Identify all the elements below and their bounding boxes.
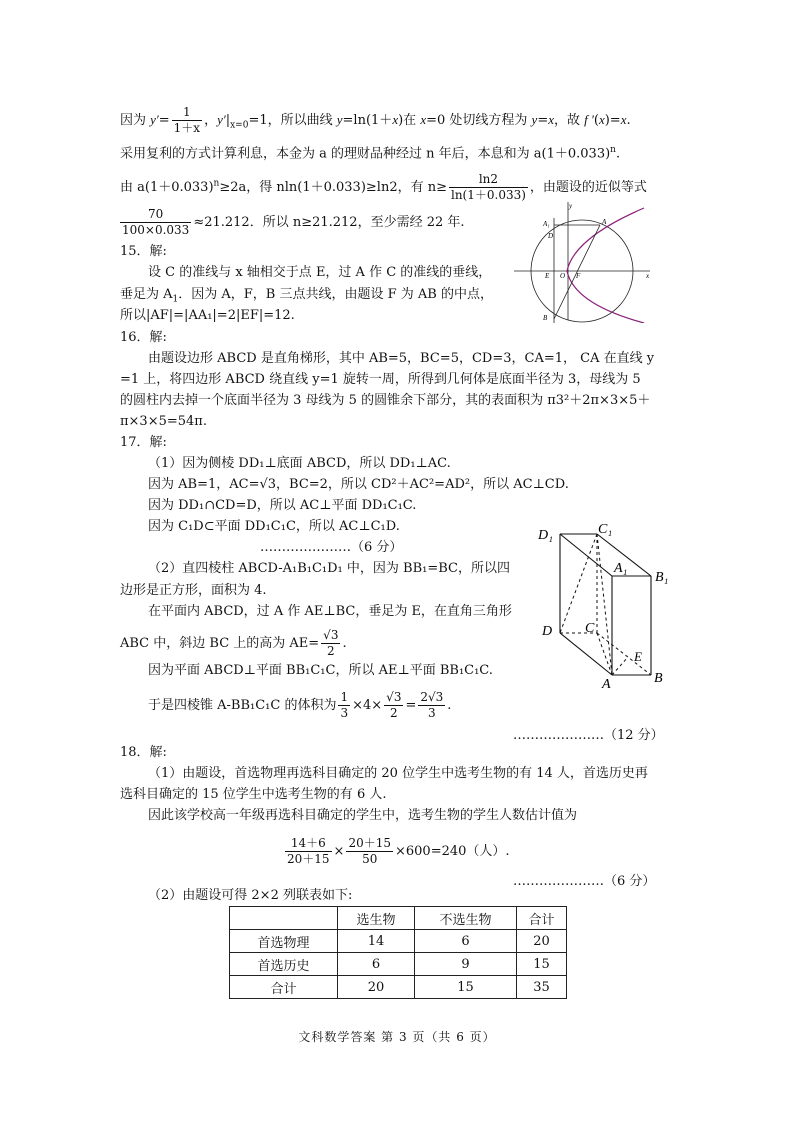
label-b: B bbox=[543, 314, 548, 322]
table-cell: 20 bbox=[517, 930, 567, 953]
label-b1: B₁ bbox=[655, 570, 669, 585]
p15-line1: 设 C 的准线与 x 轴相交于点 E，过 A 作 C 的准线的垂线， bbox=[148, 265, 492, 280]
table-header-cell: 合计 bbox=[517, 907, 567, 930]
p18-line4: （2）由题设可得 2×2 列联表如下: bbox=[148, 888, 353, 903]
p18-estimate-formula: $\frac{14+6}{20+15}$ × $\frac{20+15}{50}$ ×600=240（人）. bbox=[287, 836, 510, 866]
p18-line2: 选科目确定的 15 位学生中选考生物的有 6 人. bbox=[120, 787, 387, 802]
p16-line1: 由题设边形 ABCD 是直角梯形，其中 AB=5，BC=5，CD=3，CA=1， CA 在直线 y bbox=[148, 351, 655, 366]
p17-line6: 边形是正方形，面积为 4. bbox=[120, 583, 267, 598]
table-cell: 20 bbox=[338, 976, 415, 999]
prism-figure bbox=[530, 520, 680, 692]
p17-heading: 17．解: bbox=[120, 435, 167, 450]
table-row bbox=[230, 930, 567, 953]
label-a1: A₁ bbox=[614, 561, 628, 576]
label-e: E bbox=[545, 272, 550, 280]
table-cell: 合计 bbox=[230, 976, 338, 999]
table-cell: 首选物理 bbox=[230, 930, 338, 953]
label-c1: C₁ bbox=[598, 522, 613, 537]
p15-line2: 垂足为 $A_1$．因为 A，F，B 三点共线，由题设 F 为 AB 的中点， bbox=[120, 287, 493, 305]
label-e: E bbox=[634, 649, 642, 664]
p16-line3: 的圆柱内去掉一个底面半径为 3 母线为 5 的圆锥余下部分，其的表面积为 π3²＋2π×3×5＋ bbox=[120, 393, 651, 408]
p17-score2: …………………（12 分） bbox=[513, 728, 664, 743]
label-c: C bbox=[585, 621, 595, 636]
table-cell: 首选历史 bbox=[230, 953, 338, 976]
table-cell: 9 bbox=[415, 953, 517, 976]
label-y: y bbox=[569, 202, 573, 210]
table-row bbox=[230, 976, 567, 999]
p17-line7: 在平面内 ABCD，过 A 作 AE⊥BC，垂足为 E，在直角三角形 bbox=[148, 604, 512, 619]
p17-line10: 于是四棱锥 A-BB₁C₁C 的体积为 $\frac{1}{3}$ ×4× $\frac{√3}{2}$ = $\frac{2√3}{3}$ . bbox=[148, 690, 452, 720]
label-d: D bbox=[548, 232, 554, 240]
p17-line8: ABC 中，斜边 BC 上的高为 AE= $\frac{√3}{2}$ . bbox=[120, 628, 347, 658]
table-cell: 6 bbox=[338, 953, 415, 976]
table-cell: 35 bbox=[517, 976, 567, 999]
table-cell: 14 bbox=[338, 930, 415, 953]
label-a: A bbox=[602, 677, 611, 692]
p14-line3: 由 $a(1+0.033)^n\ge 2a$，得 nln(1＋0.033)≥ln2，有 n≥ $\frac{\ln 2}{\ln(1+0.033)}$ ，由题设的近似等式 bbox=[120, 172, 647, 202]
p16-heading: 16．解: bbox=[120, 330, 167, 345]
p17-line4: 因为 C₁D⊂平面 DD₁C₁C，所以 AC⊥C₁D. bbox=[148, 519, 400, 534]
p18-heading: 18．解: bbox=[120, 745, 167, 760]
p17-line2: 因为 AB=1，AC=√3，BC=2，所以 CD²＋AC²=AD²，所以 AC⊥CD. bbox=[148, 477, 569, 492]
parabola-circle-figure bbox=[512, 198, 657, 323]
p18-line3: 因此该学校高一年级再选科目确定的学生中，选考生物的学生人数估计值为 bbox=[148, 808, 578, 823]
p16-line4: π×3×5=54π. bbox=[120, 414, 207, 429]
table-row bbox=[230, 953, 567, 976]
table-cell: 15 bbox=[517, 953, 567, 976]
p17-line1: （1）因为侧棱 DD₁⊥底面 ABCD，所以 DD₁⊥AC. bbox=[148, 456, 451, 471]
p15-line3: 所以|AF|=|AA₁|=2|EF|=12. bbox=[120, 308, 295, 323]
label-a: A bbox=[602, 218, 607, 226]
p18-line1: （1）由题设，首选物理再选科目确定的 20 位学生中选考生物的有 14 人，首选历史再 bbox=[148, 766, 648, 781]
table-cell: 6 bbox=[415, 930, 517, 953]
contingency-table bbox=[229, 906, 567, 999]
page-footer: 文科数学答案 第 3 页（共 6 页） bbox=[298, 1030, 496, 1044]
p15-heading: 15．解: bbox=[120, 244, 167, 259]
p17-line3: 因为 DD₁∩CD=D，所以 AC⊥平面 DD₁C₁C. bbox=[148, 498, 417, 513]
table-header-cell: 不选生物 bbox=[415, 907, 517, 930]
label-a1: A₁ bbox=[543, 220, 550, 228]
table-header-cell: 选生物 bbox=[338, 907, 415, 930]
label-x: x bbox=[646, 272, 650, 280]
fraction: $\frac{1}{1+x}$ bbox=[173, 105, 201, 135]
label-d1: D₁ bbox=[538, 528, 553, 543]
table-header-row bbox=[230, 907, 567, 930]
p17-line5: （2）直四棱柱 ABCD-A₁B₁C₁D₁ 中，因为 BB₁=BC，所以四 bbox=[148, 561, 510, 576]
label-o: O bbox=[560, 272, 566, 280]
p14-line2: 采用复利的方式计算利息，本金为 a 的理财品种经过 n 年后，本息和为 $a(1+0.033)^n$. bbox=[120, 145, 621, 162]
p16-line2: =1 上，将四边形 ABCD 绕直线 y=1 旋转一周，所得到几何体是底面半径为 3，母线为 5 bbox=[120, 372, 641, 387]
table-cell: 15 bbox=[415, 976, 517, 999]
label-b: B bbox=[654, 671, 663, 686]
p14-line4: $\frac{70}{100\times 0.033}$ ≈21.212．所以 n≥21.212，至少需经 22 年. bbox=[122, 207, 465, 237]
table-header-cell bbox=[230, 907, 338, 930]
label-d: D bbox=[542, 624, 553, 639]
p18-score1: …………………（6 分） bbox=[513, 874, 656, 889]
p17-line9: 因为平面 ABCD⊥平面 BB₁C₁C，所以 AE⊥平面 BB₁C₁C. bbox=[148, 663, 493, 678]
label-f: F bbox=[576, 272, 581, 280]
p17-score1: …………………（6 分） bbox=[260, 540, 403, 555]
p14-line1: 因为 y′= $\frac{1}{1+x}$ ，$y'|_{x=0}=1$，所以曲线 y=ln(1＋x)在 x=0 处切线方程为 y=x，故 f ′(x)=x. bbox=[120, 105, 631, 135]
